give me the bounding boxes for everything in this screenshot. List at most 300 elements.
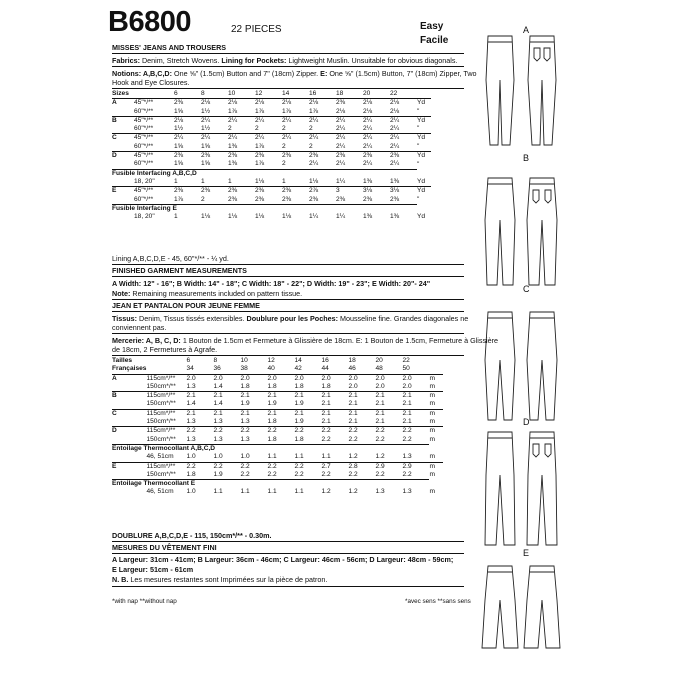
table-cell: 1⅞ <box>174 195 184 203</box>
table-cell: Yd <box>417 134 431 143</box>
table-cell: 1.3 <box>402 488 412 496</box>
table-cell: Françaises <box>112 365 147 373</box>
table-cell: 12 <box>267 357 275 364</box>
table-cell: Tailles <box>112 357 133 364</box>
table-cell: 2.0 <box>348 374 375 383</box>
table-cell <box>112 143 134 152</box>
table-cell: 2.1 <box>321 392 348 401</box>
table-cell: 2¼ <box>336 160 346 168</box>
table-cell: 45"*/** <box>134 116 174 125</box>
table-cell: 1¼ <box>336 213 346 221</box>
table-cell: 2.1 <box>402 392 429 401</box>
view-c-drawing <box>485 312 557 420</box>
table-cell: 2¼ <box>336 142 346 150</box>
table-cell: 2.2 <box>294 470 304 478</box>
tissus-line-2: conviennent pas. <box>112 323 167 332</box>
mesures-title: MESURES DU VÊTEMENT FINI <box>112 543 217 552</box>
table-cell: B <box>112 116 134 125</box>
table-cell: 60"*/** <box>134 195 154 203</box>
table-row <box>112 409 443 418</box>
table-cell: 2 <box>309 142 313 150</box>
divider <box>112 553 464 554</box>
table-row <box>112 383 443 392</box>
table-cell <box>112 383 146 392</box>
table-cell: 1⅜ <box>228 160 238 168</box>
table-cell: 6 <box>174 90 178 97</box>
table-cell: 150cm*/** <box>146 400 176 408</box>
table-cell: 2¼ <box>363 160 373 168</box>
table-row <box>112 125 431 134</box>
tissus-line: Tissus: Denim, Tissus tissés extensibles. Doublure pour les Poches: Mousseline fine. Grandes diagonales ne <box>112 314 469 323</box>
table-cell: 1.3 <box>240 435 250 443</box>
table-cell: 2⅜ <box>174 187 201 196</box>
table-cell: m <box>429 462 443 471</box>
table-cell: 1.1 <box>240 488 250 496</box>
table-cell: 2.0 <box>267 374 294 383</box>
table-cell: 2.0 <box>402 382 412 390</box>
view-label-c: C <box>523 284 530 294</box>
table-cell: 2⅛ <box>282 99 309 108</box>
table-cell: 10 <box>228 90 236 97</box>
table-cell: 2¼ <box>228 134 255 143</box>
table-cell: 2.1 <box>240 392 267 401</box>
table-cell: 2.2 <box>240 427 267 436</box>
view-d-drawing <box>485 432 557 545</box>
table-cell: m <box>429 382 435 390</box>
table-cell: 2.9 <box>402 462 429 471</box>
table-cell: 1¼ <box>336 177 346 185</box>
table-cell: 2.2 <box>213 462 240 471</box>
table-cell: 1.3 <box>213 418 223 426</box>
table-cell: 60"*/** <box>134 160 154 168</box>
table-cell: 14 <box>282 90 290 97</box>
table-cell: 50 <box>402 365 410 373</box>
table-cell: 1.8 <box>267 382 277 390</box>
table-cell: 2.0 <box>240 374 267 383</box>
table-cell: 2.2 <box>267 427 294 436</box>
table-cell: m <box>429 471 435 479</box>
table-cell: 2⅜ <box>282 187 309 196</box>
table-cell: " <box>417 107 420 115</box>
table-cell: 1⅞ <box>282 107 292 115</box>
table-cell: 2.2 <box>267 462 294 471</box>
lining-line: Lining A,B,C,D,E - 45, 60"*/** - ¼ yd. <box>112 254 229 263</box>
table-row <box>112 357 443 365</box>
table-cell: 16 <box>321 357 329 364</box>
table-cell: 1 <box>174 213 178 221</box>
pieces-count: 22 PIECES <box>231 24 282 35</box>
table-cell: 1.2 <box>348 453 358 461</box>
table-cell: 2.0 <box>213 374 240 383</box>
table-cell: m <box>429 409 443 418</box>
table-row <box>112 436 443 445</box>
table-cell: 1.9 <box>294 418 304 426</box>
table-cell <box>417 90 431 99</box>
table-cell: 2.2 <box>240 462 267 471</box>
table-cell: 2⅛ <box>174 116 201 125</box>
table-cell: 1⅜ <box>363 213 373 221</box>
view-label-a: A <box>523 25 530 35</box>
mercerie-line-2: de 18cm, 2 Fermetures à Agrafe. <box>112 345 218 354</box>
table-cell: 2⅜ <box>363 152 390 161</box>
table-cell: 1.8 <box>186 470 196 478</box>
table-row <box>112 444 443 453</box>
doublure-line: DOUBLURE A,B,C,D,E - 115, 150cm*/** - 0.30m. <box>112 531 272 540</box>
divider <box>112 88 464 89</box>
table-cell: 2.2 <box>267 470 277 478</box>
table-cell: 1⅝ <box>174 107 184 115</box>
table-cell: 60"*/** <box>134 142 154 150</box>
table-row <box>112 374 443 383</box>
table-row <box>112 365 443 374</box>
view-e-drawing <box>482 566 560 648</box>
table-cell: 1⅛ <box>255 177 265 185</box>
divider <box>112 299 464 300</box>
table-cell: 2⅜ <box>174 99 201 108</box>
table-cell <box>429 365 443 374</box>
table-cell: 2.2 <box>402 435 412 443</box>
table-cell <box>112 471 146 480</box>
table-cell: 1.3 <box>186 435 196 443</box>
table-cell: 115cm*/** <box>146 462 186 471</box>
table-cell: 1½ <box>201 107 211 115</box>
table-cell: 2.2 <box>375 427 402 436</box>
notions-line: Notions: A,B,C,D: One ⅝" (1.5cm) Button and 7" (18cm) Zipper. E: One ⅝" (1.5cm) Button, 7" (18cm) Zipper, Two <box>112 69 477 78</box>
table-cell: 1.3 <box>186 418 196 426</box>
table-cell: 2⅜ <box>174 152 201 161</box>
table-cell: 1.3 <box>402 453 412 461</box>
table-cell: 2.2 <box>213 427 240 436</box>
table-cell: 45"*/** <box>134 99 174 108</box>
yardage-table-fr <box>112 357 443 497</box>
table-cell: 2¼ <box>174 134 201 143</box>
table-cell: 45"*/** <box>134 152 174 161</box>
table-row <box>112 99 431 108</box>
table-cell: 2.2 <box>240 470 250 478</box>
table-cell: 1.2 <box>321 488 331 496</box>
table-cell: 2⅛ <box>390 107 400 115</box>
table-cell: 2¼ <box>336 125 346 133</box>
table-cell: 1¼ <box>309 213 319 221</box>
table-cell: 2.0 <box>321 374 348 383</box>
table-cell: 2⅜ <box>336 99 363 108</box>
table-cell: 2⅛ <box>336 107 346 115</box>
table-cell: 1.3 <box>375 488 385 496</box>
divider <box>112 311 464 312</box>
table-cell: 2⅜ <box>390 195 400 203</box>
table-cell: 1.8 <box>321 382 331 390</box>
table-cell: m <box>429 488 435 496</box>
table-cell: 2.2 <box>348 435 358 443</box>
table-cell: Yd <box>417 213 426 221</box>
table-cell: 1.0 <box>186 488 196 496</box>
table-cell: 1.1 <box>213 488 223 496</box>
table-cell: 36 <box>213 365 221 373</box>
table-cell: 2¼ <box>201 116 228 125</box>
divider <box>112 541 464 542</box>
table-cell: m <box>429 374 443 383</box>
table-cell: 1.2 <box>348 488 358 496</box>
table-cell: 1.1 <box>294 453 304 461</box>
table-cell: 1 <box>282 177 286 185</box>
table-row <box>112 488 443 496</box>
table-cell: 115cm*/** <box>146 374 186 383</box>
table-cell: 2⅜ <box>228 187 255 196</box>
table-cell: 1.4 <box>186 400 196 408</box>
table-cell: 2.2 <box>186 462 213 471</box>
table-cell: 1.8 <box>240 382 250 390</box>
table-cell: C <box>112 409 146 418</box>
table-cell: 2¼ <box>255 134 282 143</box>
table-cell: 2⅜ <box>201 152 228 161</box>
table-row <box>112 90 431 99</box>
table-row <box>112 160 431 169</box>
mesures-line: A Largeur: 31cm - 41cm; B Largeur: 36cm - 46cm; C Largeur: 46cm - 56cm; D Largeur: 48cm - 59cm; <box>112 555 454 564</box>
view-label-b: B <box>523 153 530 163</box>
table-row <box>112 427 443 436</box>
table-cell: 46 <box>348 365 356 373</box>
table-cell: 18 <box>336 90 344 97</box>
mesures-line-2: E Largeur: 51cm - 61cm <box>112 565 194 574</box>
table-cell: 2.1 <box>321 409 348 418</box>
table-cell: 2.1 <box>294 409 321 418</box>
table-cell: 2.2 <box>321 435 331 443</box>
table-cell: 1.9 <box>294 400 304 408</box>
footer-nap-fr: *avec sens **sans sens <box>405 598 471 605</box>
table-cell: 2 <box>228 125 232 133</box>
table-cell: 1.8 <box>267 435 277 443</box>
table-cell: 1.1 <box>294 488 304 496</box>
table-cell: 150cm*/** <box>146 382 176 390</box>
table-cell: 2.1 <box>348 400 358 408</box>
table-cell: 1⅜ <box>228 142 238 150</box>
table-cell: 1.9 <box>267 400 277 408</box>
table-cell: 2⅜ <box>309 195 319 203</box>
table-cell: 1 <box>201 177 205 185</box>
table-cell <box>112 125 134 134</box>
table-cell: 2.1 <box>375 400 385 408</box>
table-cell: 2.0 <box>294 374 321 383</box>
table-cell: 1.3 <box>186 382 196 390</box>
table-row <box>112 471 443 480</box>
table-row <box>112 400 443 409</box>
table-cell: 8 <box>201 90 205 97</box>
table-cell: 1⅝ <box>174 160 184 168</box>
table-cell: 2.9 <box>375 462 402 471</box>
table-cell: 1⅛ <box>228 213 238 221</box>
table-cell: 1⅝ <box>174 142 184 150</box>
fabrics-line: Fabrics: Denim, Stretch Wovens. Lining for Pockets: Lightweight Muslin. Unsuitable for obvious diagonals. <box>112 56 458 65</box>
table-cell: 2.1 <box>294 392 321 401</box>
table-cell: 2.2 <box>186 427 213 436</box>
table-cell: 2.0 <box>186 374 213 383</box>
table-cell: 2.1 <box>267 392 294 401</box>
table-cell: 46, 51cm <box>146 453 174 461</box>
table-cell: 2¼ <box>390 116 417 125</box>
table-cell: 2⅛ <box>228 99 255 108</box>
table-row <box>112 143 431 152</box>
table-cell: " <box>417 195 420 203</box>
table-cell: 45"*/** <box>134 187 174 196</box>
table-cell: 150cm*/** <box>146 418 176 426</box>
difficulty <box>420 20 448 48</box>
table-cell: Yd <box>417 99 431 108</box>
table-cell: 8 <box>213 357 218 364</box>
table-cell: 2.1 <box>213 409 240 418</box>
table-cell: 2.2 <box>321 427 348 436</box>
table-cell: 2 <box>282 125 286 133</box>
table-cell: 60"*/** <box>134 125 154 133</box>
table-cell: 1⅞ <box>255 107 265 115</box>
table-cell: 1⅝ <box>201 160 211 168</box>
table-cell: 14 <box>294 357 302 364</box>
table-cell: 2.1 <box>375 409 402 418</box>
table-cell: 2¼ <box>390 134 417 143</box>
table-row <box>112 462 443 471</box>
yardage-table-en <box>112 90 431 221</box>
table-cell: 1.3 <box>240 418 250 426</box>
table-cell: 3⅛ <box>363 187 390 196</box>
table-cell: 115cm*/** <box>146 427 186 436</box>
pattern-number: B6800 <box>108 6 191 38</box>
table-row <box>112 453 443 462</box>
divider <box>112 53 464 54</box>
table-cell: B <box>112 392 146 401</box>
table-cell: 22 <box>402 357 410 364</box>
table-cell: 60"*/** <box>134 107 154 115</box>
finished-title: FINISHED GARMENT MEASUREMENTS <box>112 266 247 275</box>
table-cell: 45"*/** <box>134 134 174 143</box>
table-cell: 34 <box>186 365 194 373</box>
table-cell: 150cm*/** <box>146 435 176 443</box>
table-cell: 2¼ <box>363 142 373 150</box>
table-cell: E <box>112 462 146 471</box>
table-cell: 2⅜ <box>390 152 417 161</box>
table-cell <box>146 357 186 365</box>
table-cell: 150cm*/** <box>146 470 176 478</box>
table-cell: 2¼ <box>228 116 255 125</box>
divider <box>112 333 464 334</box>
table-cell: 1⅞ <box>309 107 319 115</box>
difficulty-en: Easy <box>420 21 444 32</box>
table-cell <box>112 453 146 462</box>
table-cell: Fusible Interfacing A,B,C,D <box>112 169 417 178</box>
table-row <box>112 480 443 489</box>
table-cell: m <box>429 418 435 426</box>
table-cell: A <box>112 99 134 108</box>
table-cell: 2⅜ <box>255 187 282 196</box>
table-row <box>112 178 431 187</box>
table-cell <box>112 178 134 187</box>
table-cell: 2.2 <box>375 470 385 478</box>
table-cell: 1.1 <box>267 488 277 496</box>
table-cell <box>112 160 134 169</box>
table-cell: Yd <box>417 152 431 161</box>
difficulty-fr: Facile <box>420 35 449 46</box>
nb-line: N. B. Les mesures restantes sont Imprimées sur la pièce de patron. <box>112 575 328 584</box>
note-line: Note: Remaining measurements included on pattern tissue. <box>112 289 303 298</box>
table-cell: 2.2 <box>294 462 321 471</box>
table-cell <box>112 400 146 409</box>
table-cell <box>112 488 146 496</box>
table-cell: 2¼ <box>336 116 363 125</box>
table-cell: 48 <box>375 365 383 373</box>
table-cell: 22 <box>390 90 398 97</box>
table-cell: 2.0 <box>375 374 402 383</box>
table-row <box>112 108 431 117</box>
table-cell: D <box>112 427 146 436</box>
table-cell: 1⅝ <box>201 142 211 150</box>
table-cell: 18, 20" <box>134 177 155 185</box>
table-row <box>112 116 431 125</box>
table-cell: 2.0 <box>348 382 358 390</box>
divider <box>112 66 464 67</box>
table-cell: 2.1 <box>348 392 375 401</box>
table-cell: 2.8 <box>348 462 375 471</box>
table-cell: 3⅛ <box>390 187 417 196</box>
table-cell: 2¼ <box>309 134 336 143</box>
table-cell: m <box>429 427 443 436</box>
table-cell: 2.2 <box>321 470 331 478</box>
table-cell: 1.1 <box>267 453 277 461</box>
view-illustrations <box>478 20 588 650</box>
table-cell: 2⅜ <box>336 152 363 161</box>
table-cell: 2 <box>282 160 286 168</box>
table-cell: 1 <box>174 177 178 185</box>
table-cell: 2¼ <box>363 125 373 133</box>
table-row <box>112 134 431 143</box>
table-cell: 2⅜ <box>282 152 309 161</box>
table-cell: 2.1 <box>213 392 240 401</box>
table-cell: 1.3 <box>213 435 223 443</box>
table-cell: 2⅜ <box>228 195 238 203</box>
table-cell: A <box>112 374 146 383</box>
table-cell: 2.1 <box>402 409 429 418</box>
table-cell: 1.0 <box>186 453 196 461</box>
table-cell: 2.1 <box>321 418 331 426</box>
table-cell: 16 <box>309 90 317 97</box>
table-cell: 115cm*/** <box>146 409 186 418</box>
table-cell: 2⅜ <box>228 152 255 161</box>
table-row <box>112 169 431 178</box>
table-cell: 2.1 <box>186 409 213 418</box>
table-cell: 2⅛ <box>201 99 228 108</box>
table-cell: 2¼ <box>363 134 390 143</box>
table-cell: 2.1 <box>375 418 385 426</box>
table-cell: C <box>112 134 134 143</box>
table-cell <box>112 213 134 221</box>
table-cell: 1.4 <box>213 382 223 390</box>
table-cell: 2⅜ <box>309 152 336 161</box>
table-cell: 2.0 <box>375 382 385 390</box>
table-cell: 2.0 <box>402 374 429 383</box>
view-b-drawing <box>485 178 557 285</box>
table-cell <box>112 436 146 445</box>
table-cell: 2⅜ <box>255 152 282 161</box>
table-cell: 2¼ <box>282 134 309 143</box>
table-cell: 2⅛ <box>255 99 282 108</box>
table-cell: 1.8 <box>267 418 277 426</box>
table-cell: Yd <box>417 116 431 125</box>
table-cell: Yd <box>417 177 426 185</box>
table-cell: 2⅜ <box>255 195 265 203</box>
table-cell: 2¼ <box>390 142 400 150</box>
table-cell: m <box>429 400 435 408</box>
table-cell <box>146 365 186 374</box>
divider <box>112 586 464 587</box>
table-cell <box>429 357 443 365</box>
table-cell: 2⅛ <box>363 107 373 115</box>
